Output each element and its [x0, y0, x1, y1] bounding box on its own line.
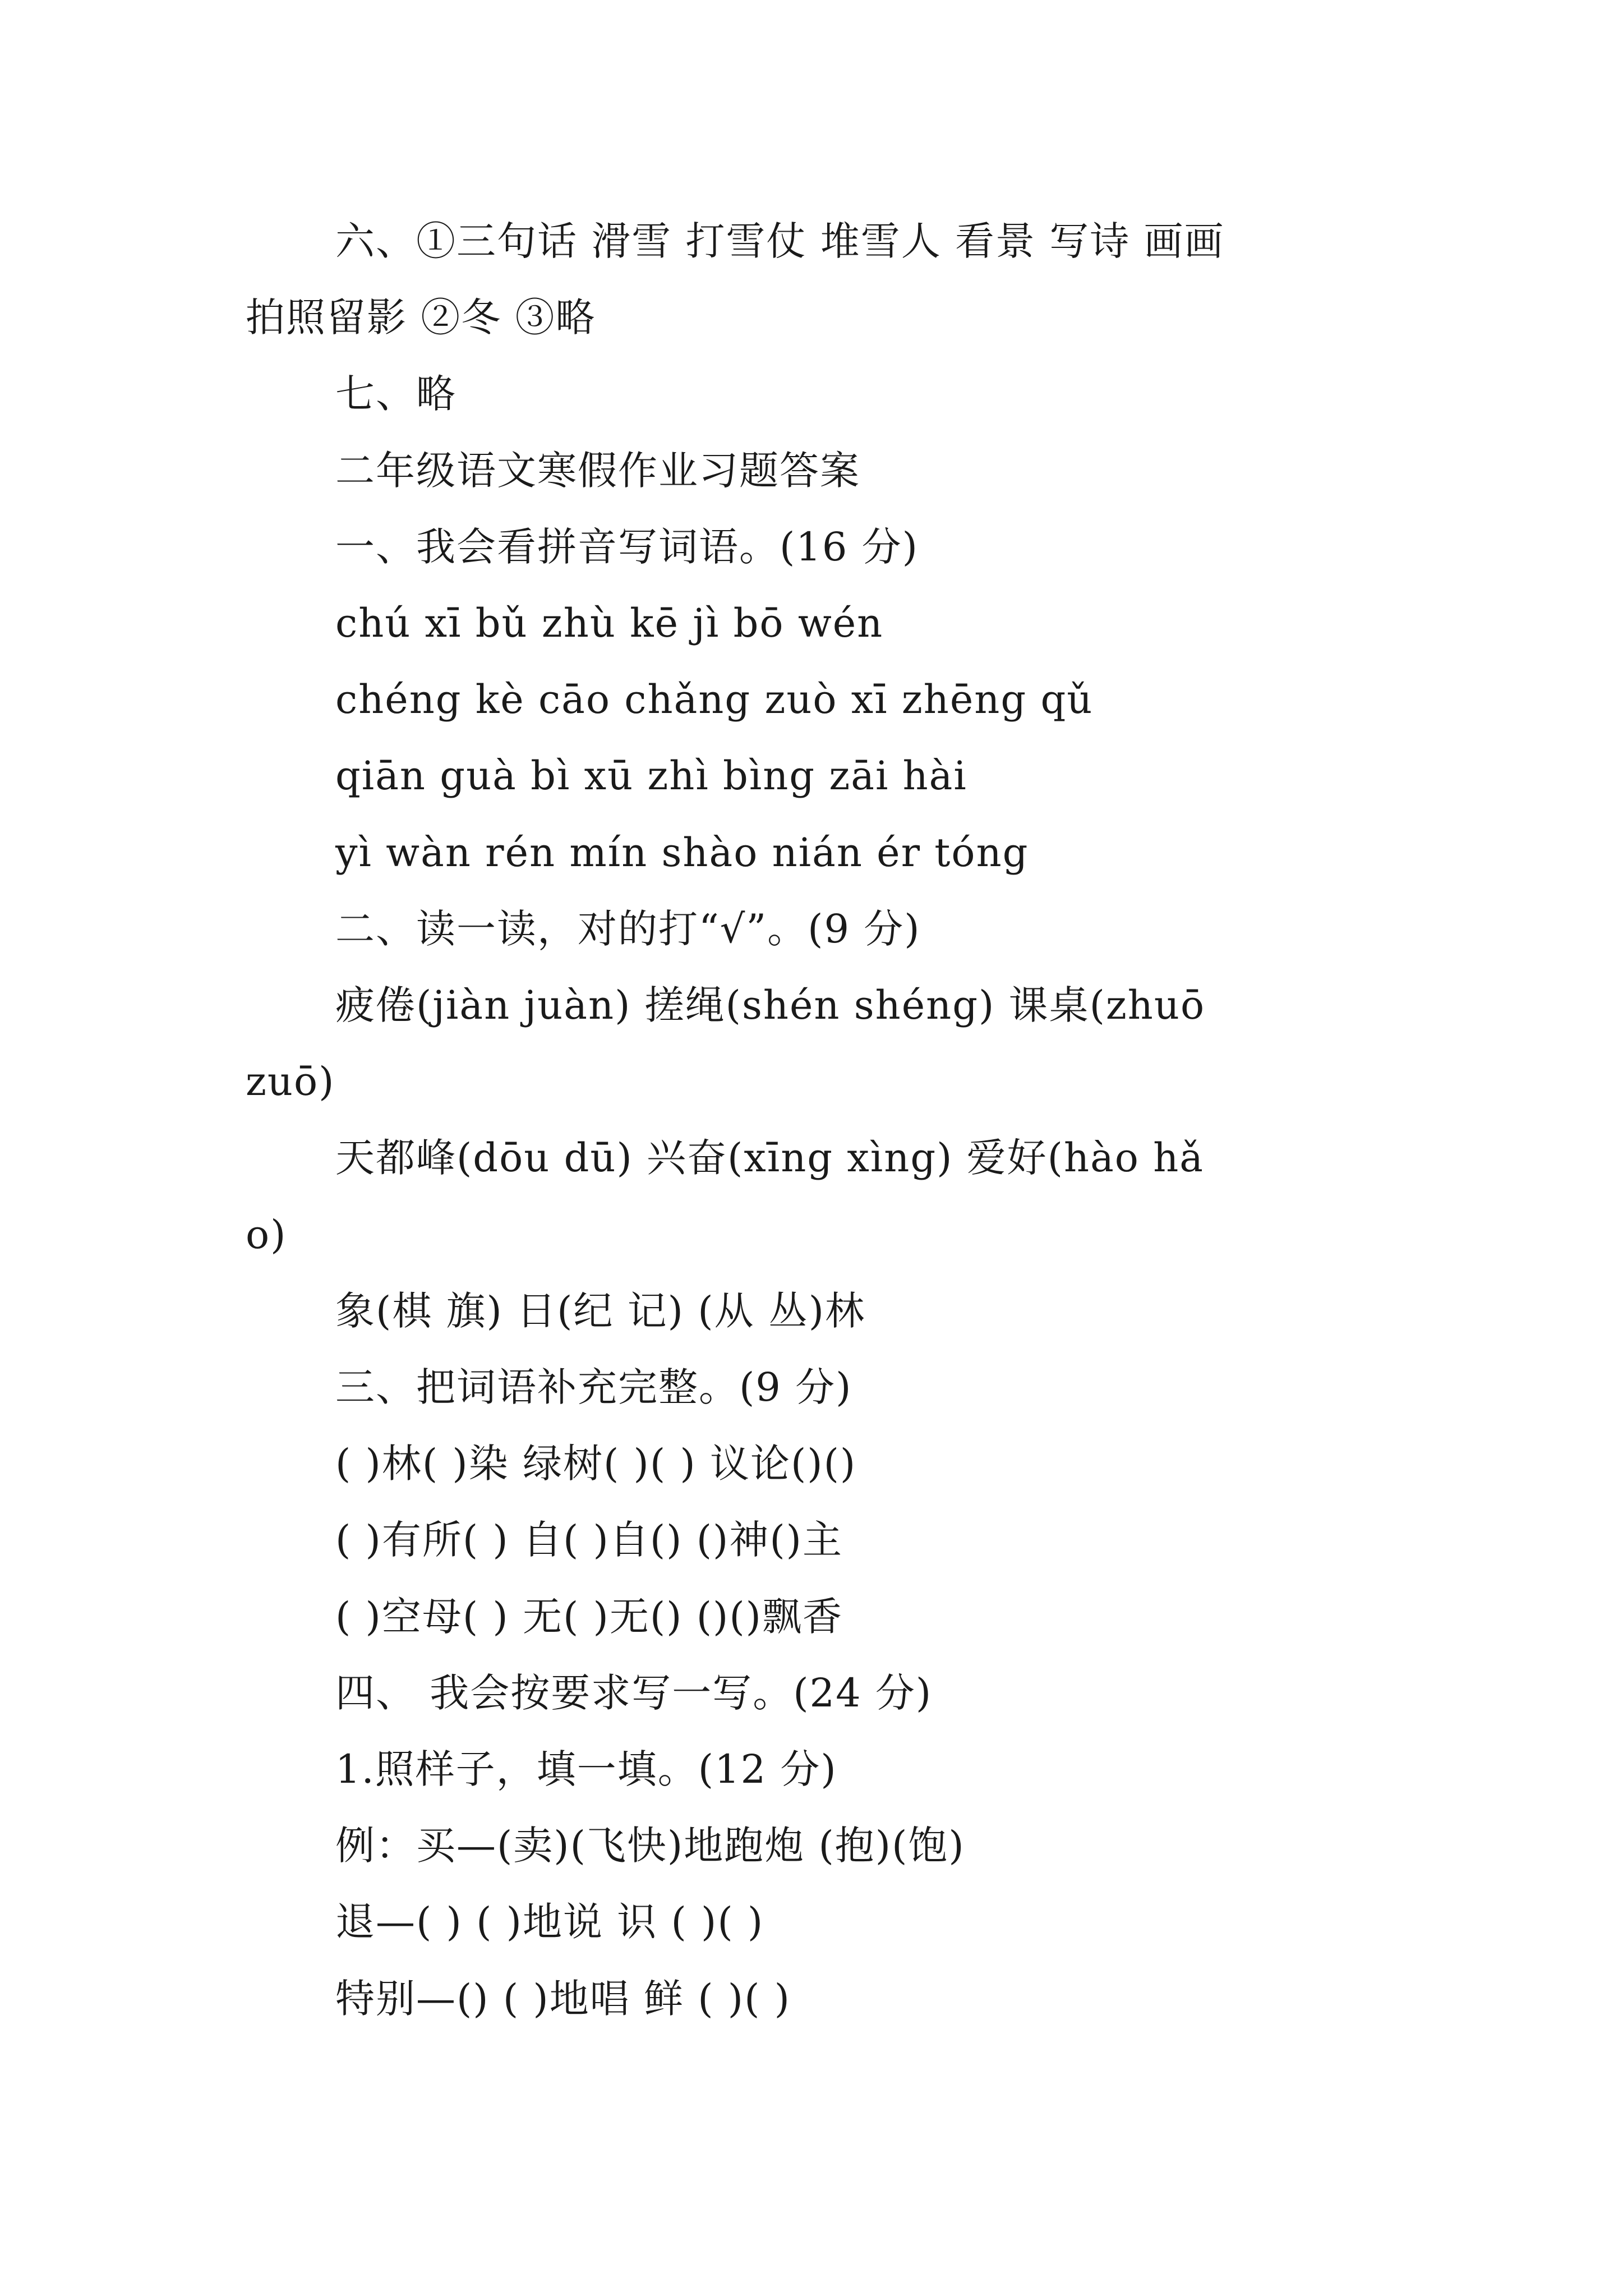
text-line: 特别—() ( )地唱 鲜 ( )( )	[335, 1976, 791, 2022]
text-line: o)	[246, 1212, 287, 1258]
text-line: yì wàn rén mín shào nián ér tóng	[335, 830, 1029, 876]
text-line: ( )有所( ) 自( )自() ()神()主	[335, 1517, 843, 1563]
text-line: 例：买—(卖)(飞快)地跑炮 (抱)(饱)	[335, 1823, 965, 1869]
text-line: 二年级语文寒假作业习题答案	[335, 448, 860, 494]
text-line: zuō)	[246, 1059, 335, 1105]
text-line: 七、略	[335, 371, 457, 417]
text-line: qiān guà bì xū zhì bìng zāi hài	[335, 753, 967, 799]
text-line: 疲倦(jiàn juàn) 搓绳(shén shéng) 课桌(zhuō	[335, 982, 1206, 1028]
text-line: ( )林( )染 绿树( )( ) 议论()()	[335, 1441, 857, 1487]
text-line: 四、 我会按要求写一写。(24 分)	[335, 1670, 933, 1716]
text-line: ( )空母( ) 无( )无() ()()飘香	[335, 1594, 843, 1640]
text-line: 二、读一读，对的打“√”。(9 分)	[335, 906, 921, 952]
text-line: 三、把词语补充完整。(9 分)	[335, 1364, 852, 1410]
text-line: chú xī bǔ zhù kē jì bō wén	[335, 600, 884, 646]
text-line: 退—( ) ( )地说 识 ( )( )	[335, 1899, 764, 1945]
text-line: 一、我会看拼音写词语。(16 分)	[335, 524, 919, 570]
text-line: 拍照留影 ②冬 ③略	[246, 295, 596, 341]
text-line: 六、①三句话 滑雪 打雪仗 堆雪人 看景 写诗 画画	[335, 218, 1225, 264]
text-line: chéng kè cāo chǎng zuò xī zhēng qǔ	[335, 677, 1094, 723]
text-line: 象(棋 旗) 日(纪 记) (从 丛)林	[335, 1288, 866, 1334]
text-line: 天都峰(dōu dū) 兴奋(xīng xìng) 爱好(hào hǎ	[335, 1135, 1205, 1181]
text-line: 1.照样子，填一填。(12 分)	[335, 1746, 837, 1792]
